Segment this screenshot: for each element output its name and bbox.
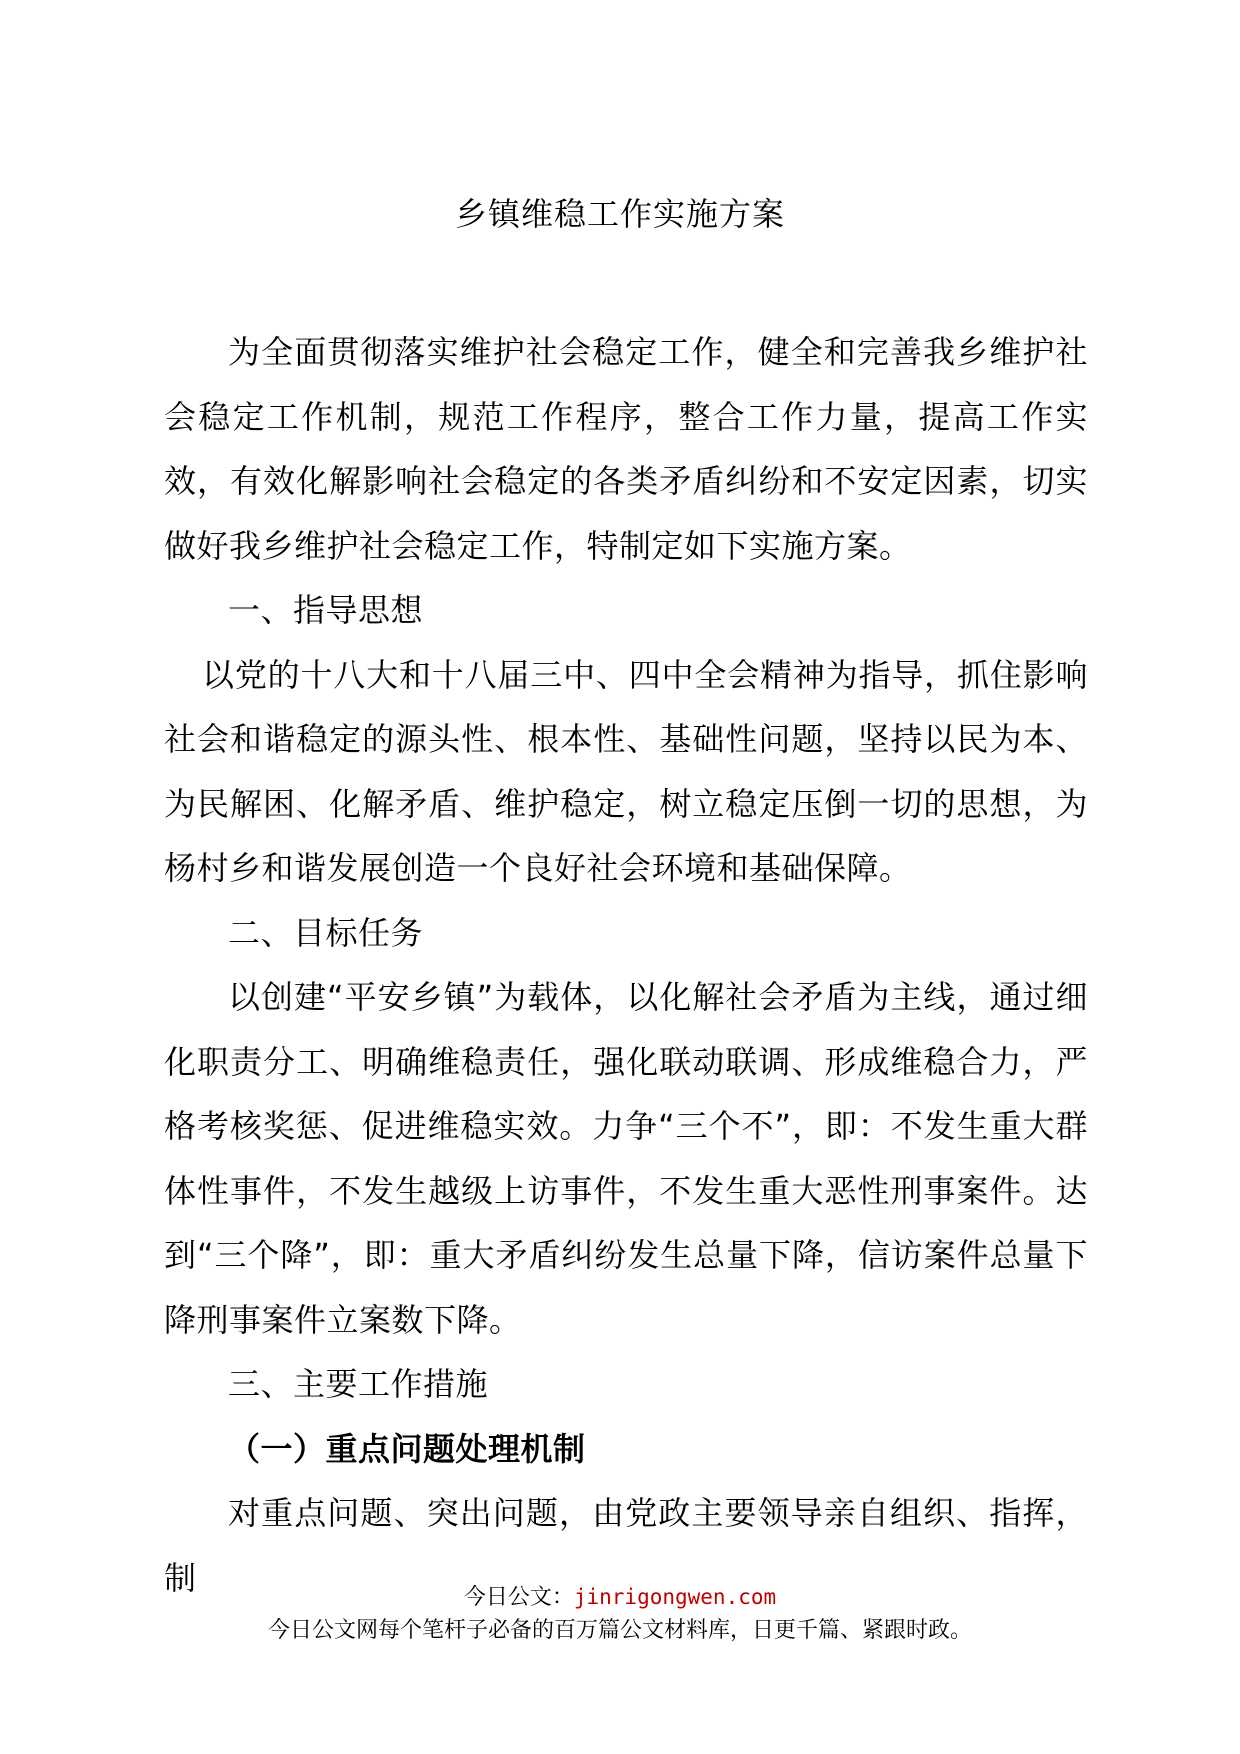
footer-label: 今日公文： (463, 1585, 574, 1610)
footer-source-line (0, 1581, 1240, 1614)
footer (0, 1581, 1240, 1647)
section-3-heading: 三、主要工作措施 (228, 1365, 489, 1403)
footer-url-link[interactable]: jinrigongwen.com (573, 1585, 777, 1609)
section-1-paragraph: 以党的十八大和十八届三中、四中全会精神为指导，抓住影响社会和谐稳定的源头性、根本性、基础性问题，坚持以民为本、为民解困、化解矛盾、维护稳定，树立稳定压倒一切的思想，为杨村乡和谐发展创造一个良好社会环境和基础保障。 (164, 655, 1088, 887)
intro-paragraph: 为全面贯彻落实维护社会稳定工作，健全和完善我乡维护社会稳定工作机制，规范工作程序，整合工作力量，提高工作实效，有效化解影响社会稳定的各类矛盾纠纷和不安定因素，切实做好我乡维护社会稳定工作，特制定如下实施方案。 (164, 333, 1088, 565)
subsection-1-paragraph: 对重点问题、突出问题，由党政主要领导亲自组织、指挥，制 (164, 1494, 1088, 1597)
section-2-paragraph: 以创建“平安乡镇”为载体，以化解社会矛盾为主线，通过细化职责分工、明确维稳责任，强化联动联调、形成维稳合力，严格考核奖惩、促进维稳实效。力争“三个不”，即：不发生重大群体性事件，不发生越级上访事件，不发生重大恶性刑事案件。达到“三个降”，即：重大矛盾纠纷发生总量下降，信访案件总量下降刑事案件立案数下降。 (164, 978, 1088, 1339)
document-title: 乡镇维稳工作实施方案 (454, 195, 785, 233)
section-1-heading: 一、指导思想 (228, 591, 424, 629)
section-2-heading: 二、目标任务 (228, 913, 424, 952)
document-body (164, 320, 1088, 1610)
subsection-1-heading: （一）重点问题处理机制 (228, 1429, 586, 1468)
footer-slogan: 今日公文网每个笔杆子必备的百万篇公文材料库，日更千篇、紧跟时政。 (267, 1618, 972, 1643)
